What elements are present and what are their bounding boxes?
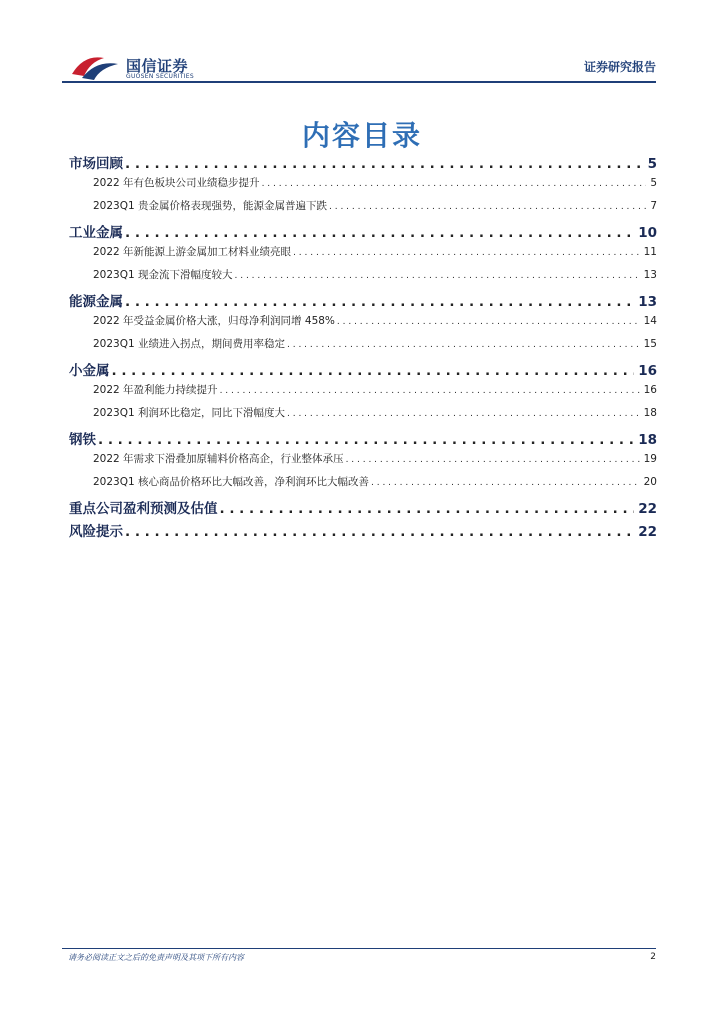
footer-disclaimer: 请务必阅读正文之后的免责声明及其项下所有内容 <box>68 953 244 962</box>
toc-entry-label: 2023Q1 核心商品价格环比大幅改善，净利润环比大幅改善 <box>93 476 370 488</box>
toc-title: 内容目录 <box>301 119 422 152</box>
toc-entry-page: 22 <box>638 524 657 540</box>
logo-text-cn: 国信证券 <box>126 57 189 75</box>
toc-entry-page: 16 <box>643 384 657 396</box>
footer-divider <box>62 948 656 949</box>
toc-entry-label: 能源金属 <box>69 294 123 310</box>
toc-leader-dots <box>98 432 634 448</box>
toc-leader-dots <box>287 409 640 419</box>
page-number: 2 <box>650 952 656 962</box>
toc-leader-dots <box>125 524 634 540</box>
page-header <box>70 48 656 84</box>
toc-section-link[interactable] <box>69 152 657 175</box>
toc-section-link[interactable] <box>69 290 657 313</box>
toc-section-link[interactable] <box>69 221 657 244</box>
toc-entry-page: 13 <box>643 269 657 281</box>
toc-entry-page: 19 <box>643 453 657 465</box>
toc-entry-label: 2023Q1 利润环比稳定，同比下滑幅度大 <box>93 407 286 419</box>
toc-leader-dots <box>346 455 640 465</box>
toc-entry-label: 重点公司盈利预测及估值 <box>69 501 218 517</box>
toc-subsection-link[interactable] <box>69 474 657 497</box>
toc-entry-label: 2022 年受益金属价格大涨，归母净利润同增 458% <box>93 315 335 327</box>
toc-leader-dots <box>293 248 640 258</box>
toc-subsection-link[interactable] <box>69 382 657 405</box>
toc-entry-label: 风险提示 <box>69 524 123 540</box>
toc-entry-page: 20 <box>643 476 657 488</box>
report-type: 证券研究报告 <box>583 60 656 74</box>
toc-entry-page: 11 <box>643 246 657 258</box>
toc-leader-dots <box>329 202 646 212</box>
toc-subsection-link[interactable] <box>69 451 657 474</box>
toc-entry-label: 工业金属 <box>69 225 123 241</box>
table-of-contents <box>69 152 657 543</box>
toc-entry-page: 18 <box>638 432 657 448</box>
toc-leader-dots <box>125 156 644 172</box>
toc-entry-page: 7 <box>650 200 657 212</box>
toc-entry-label: 2023Q1 贵金属价格表现强势，能源金属普遍下跌 <box>93 200 328 212</box>
toc-entry-label: 2023Q1 业绩进入拐点，期间费用率稳定 <box>93 338 286 350</box>
toc-entry-page: 18 <box>643 407 657 419</box>
toc-entry-page: 14 <box>643 315 657 327</box>
toc-entry-page: 16 <box>638 363 657 379</box>
header-divider <box>62 81 656 83</box>
logo-text-en: GUOSEN SECURITIES <box>126 73 195 80</box>
toc-entry-label: 2022 年盈利能力持续提升 <box>93 384 218 396</box>
toc-subsection-link[interactable] <box>69 405 657 428</box>
toc-section-link[interactable] <box>69 520 657 543</box>
toc-leader-dots <box>220 501 635 517</box>
toc-leader-dots <box>371 478 640 488</box>
toc-leader-dots <box>125 225 634 241</box>
toc-entry-label: 市场回顾 <box>69 156 123 172</box>
toc-entry-label: 钢铁 <box>69 432 96 448</box>
toc-section-link[interactable] <box>69 428 657 451</box>
toc-leader-dots <box>287 340 640 350</box>
guosen-logo-icon <box>70 52 122 82</box>
toc-entry-label: 小金属 <box>69 363 110 379</box>
toc-subsection-link[interactable] <box>69 175 657 198</box>
toc-entry-label: 2022 年有色板块公司业绩稳步提升 <box>93 177 260 189</box>
toc-leader-dots <box>112 363 635 379</box>
toc-entry-page: 15 <box>643 338 657 350</box>
toc-entry-page: 5 <box>650 177 657 189</box>
toc-leader-dots <box>262 179 647 189</box>
toc-entry-page: 10 <box>638 225 657 241</box>
toc-entry-label: 2022 年新能源上游金属加工材料业绩亮眼 <box>93 246 292 258</box>
toc-entry-page: 22 <box>638 501 657 517</box>
toc-section-link[interactable] <box>69 497 657 520</box>
toc-entry-page: 13 <box>638 294 657 310</box>
toc-subsection-link[interactable] <box>69 336 657 359</box>
toc-entry-label: 2023Q1 现金流下滑幅度较大 <box>93 269 233 281</box>
toc-section-link[interactable] <box>69 359 657 382</box>
toc-subsection-link[interactable] <box>69 244 657 267</box>
toc-entry-page: 5 <box>647 156 657 172</box>
toc-subsection-link[interactable] <box>69 267 657 290</box>
toc-subsection-link[interactable] <box>69 313 657 336</box>
toc-leader-dots <box>337 317 640 327</box>
toc-subsection-link[interactable] <box>69 198 657 221</box>
toc-leader-dots <box>220 386 640 396</box>
toc-entry-label: 2022 年需求下滑叠加原辅料价格高企，行业整体承压 <box>93 453 344 465</box>
toc-leader-dots <box>235 271 640 281</box>
toc-leader-dots <box>125 294 634 310</box>
